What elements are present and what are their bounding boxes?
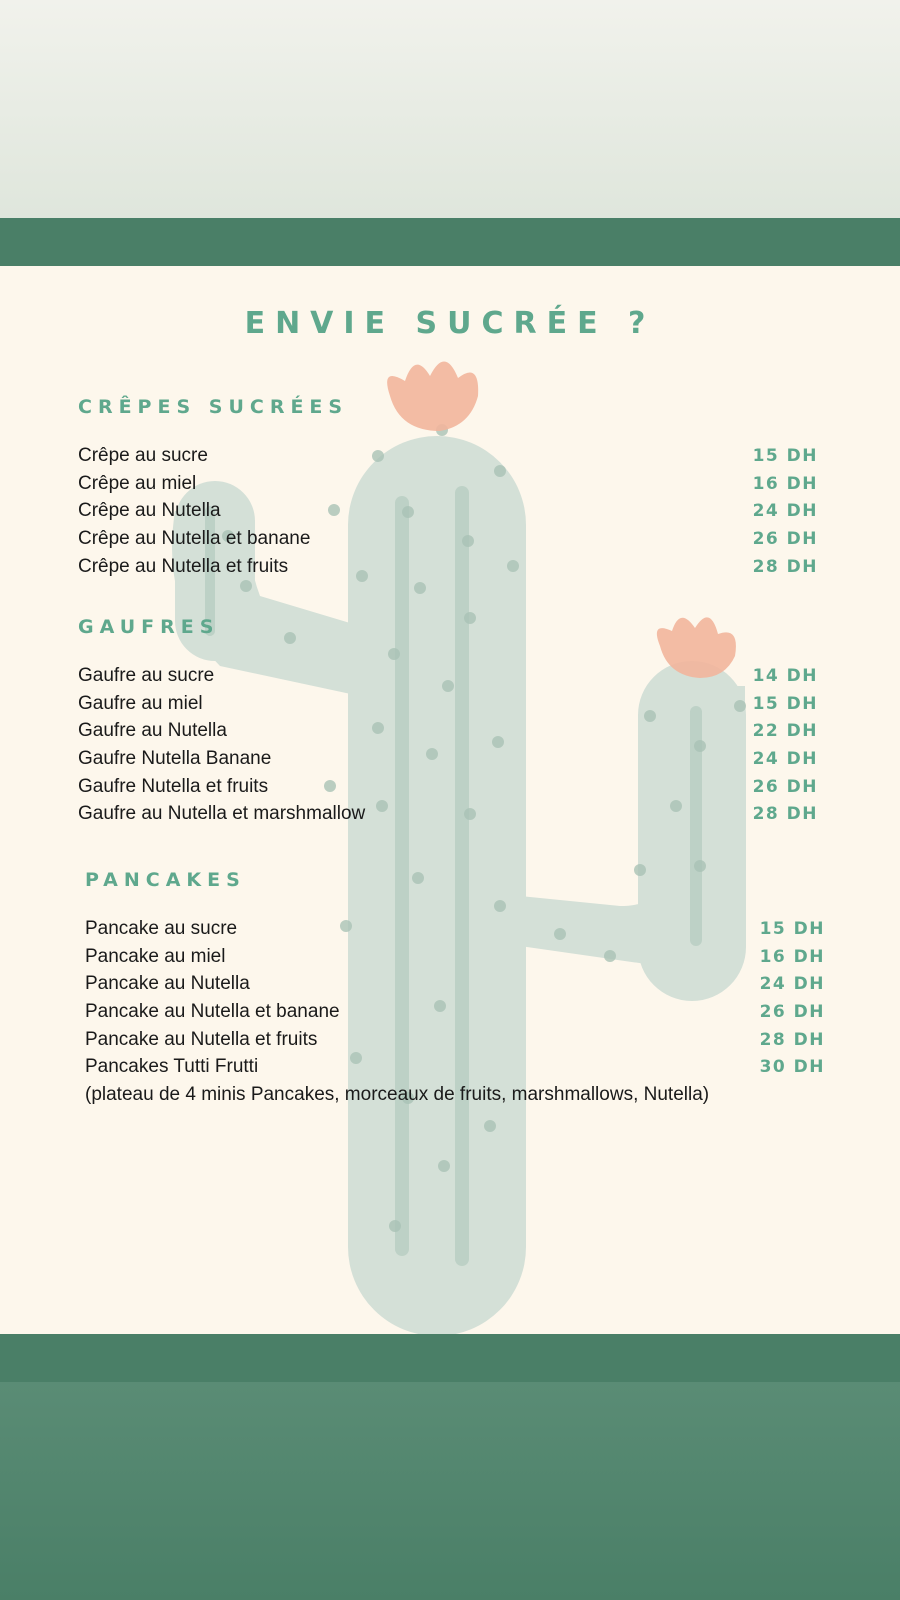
- list-item: [85, 915, 825, 943]
- item-name: Gaufre au Nutella et marshmallow: [78, 803, 366, 825]
- list-item: [78, 525, 818, 553]
- item-price: 16 DH: [759, 946, 825, 967]
- item-price: 15 DH: [752, 693, 818, 714]
- list-item: [85, 943, 825, 971]
- item-name: Crêpe au sucre: [78, 444, 208, 466]
- item-price: 26 DH: [759, 1001, 825, 1022]
- item-price: 15 DH: [752, 445, 818, 466]
- item-name: Crêpe au miel: [78, 472, 197, 494]
- list-item: [78, 553, 818, 581]
- item-name: Pancake au Nutella: [85, 973, 250, 995]
- item-name: Pancake au miel: [85, 945, 226, 967]
- list-item: [78, 773, 818, 801]
- section-title: CRÊPES SUCRÉES: [78, 396, 349, 418]
- list-item: [85, 1026, 825, 1054]
- list-item: [78, 662, 818, 690]
- item-price: 24 DH: [752, 748, 818, 769]
- item-price: 26 DH: [752, 776, 818, 797]
- item-name: Pancakes Tutti Frutti: [85, 1056, 259, 1078]
- item-price: 24 DH: [752, 501, 818, 522]
- top-green-stripe: [0, 218, 900, 266]
- item-name: Gaufre au miel: [78, 692, 203, 714]
- item-list: [78, 442, 818, 580]
- list-item: [78, 800, 818, 828]
- section-crepes: [78, 396, 818, 580]
- section-title: PANCAKES: [85, 869, 246, 891]
- bottom-green-stripe: [0, 1334, 900, 1382]
- list-item: [85, 1053, 825, 1081]
- bottom-band: [0, 1382, 900, 1600]
- item-price: 14 DH: [752, 665, 818, 686]
- item-price: 16 DH: [752, 473, 818, 494]
- item-name: Crêpe au Nutella et fruits: [78, 555, 289, 577]
- item-name: Gaufre Nutella Banane: [78, 747, 272, 769]
- item-price: 15 DH: [759, 918, 825, 939]
- item-name: Gaufre au sucre: [78, 664, 215, 686]
- item-name: Pancake au Nutella et banane: [85, 1000, 340, 1022]
- item-price: 28 DH: [759, 1029, 825, 1050]
- item-name: Pancake au sucre: [85, 917, 238, 939]
- list-item: [78, 717, 818, 745]
- list-item: [78, 690, 818, 718]
- menu-title: ENVIE SUCRÉE ?: [244, 306, 656, 341]
- item-name: Crêpe au Nutella: [78, 500, 221, 522]
- top-band: [0, 0, 900, 218]
- item-price: 28 DH: [752, 556, 818, 577]
- item-name: Crêpe au Nutella et banane: [78, 527, 311, 549]
- list-item: [85, 998, 825, 1026]
- list-item: [78, 497, 818, 525]
- item-price: 30 DH: [759, 1057, 825, 1078]
- item-name: Gaufre au Nutella: [78, 720, 227, 742]
- section-gaufres: [78, 616, 818, 828]
- item-note: (plateau de 4 minis Pancakes, morceaux de fruits, marshmallows, Nutella): [85, 1084, 710, 1106]
- menu-card: [0, 266, 900, 1334]
- item-price: 24 DH: [759, 974, 825, 995]
- list-item: [85, 970, 825, 998]
- item-price: 28 DH: [752, 804, 818, 825]
- item-name: Gaufre Nutella et fruits: [78, 775, 269, 797]
- item-name: Pancake au Nutella et fruits: [85, 1028, 318, 1050]
- list-item: [78, 745, 818, 773]
- item-price: 22 DH: [752, 721, 818, 742]
- section-pancakes: [85, 869, 825, 1109]
- list-item: [78, 442, 818, 470]
- item-list: [85, 915, 825, 1109]
- item-list: [78, 662, 818, 828]
- item-price: 26 DH: [752, 528, 818, 549]
- list-item: [78, 470, 818, 498]
- section-title: GAUFRES: [78, 616, 220, 638]
